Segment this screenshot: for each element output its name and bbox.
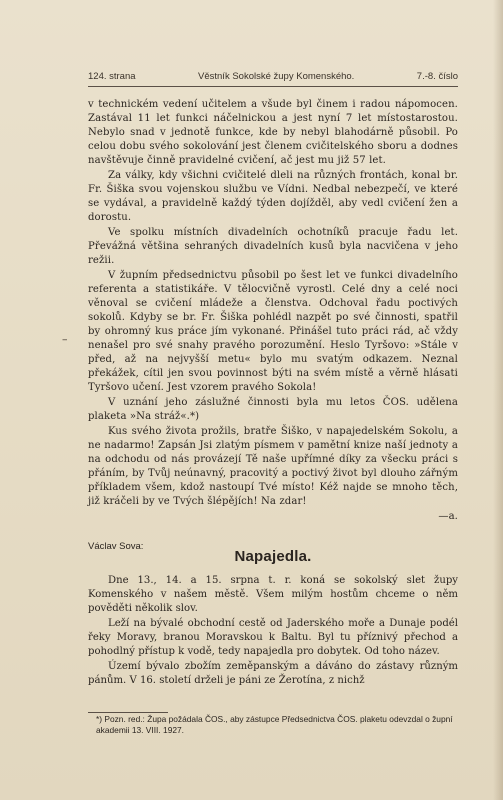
issue-number: 7.-8. číslo — [416, 71, 458, 82]
page-number: 124. strana — [88, 71, 136, 82]
paragraph: Za války, kdy všichni cvičitelé dleli na různých frontách, konal br. Fr. Šiška svou vojenskou službu ve Vídni. Nedbal nebezpečí, ve které se vydával, a pravidelně každý týden dojížděl, aby vedl cvičení žen a dorostu. — [88, 170, 458, 223]
paragraph: Území bývalo zbožím zeměpanským a dáváno do zástavy různým pánům. V 16. století drželi je páni ze Žerotína, z nichž — [88, 661, 458, 687]
paragraph: Leží na bývalé obchodní cestě od Jaderského moře a Dunaje podél řeky Moravy, branou Moravskou k Baltu. Byl tu příznivý přechod a pohodlný přístup k vodě, tedy napajedla pro dobytek. Od toho název. — [88, 618, 458, 658]
article-body — [88, 98, 458, 526]
page-edge-shadow — [493, 0, 503, 800]
header-rule — [88, 86, 458, 87]
paragraph: Dne 13., 14. a 15. srpna t. r. koná se sokolský slet župy Komenského v našem městě. Všem milým hostům chceme o něm pověděti několik slov. — [88, 575, 458, 614]
paragraph: Kus svého života prožils, bratře Šiško, v napajedelském Sokolu, a ne nadarmo! Zapsán Jsi zlatým písmem v pamětní knize naší jednoty a na odchodu od nás provázejí Tě naše upřímné díky za všecku práci s přáním, by Tvůj neúnavný, pracovitý a poctivý život byl dlouho zářným příkladem všem, kdož nastoupí Tvé místo! Kéž najde se mnoho těch, již kráčeli by ve Tvých šlépějích! Na zdar! — [88, 426, 458, 507]
footnote: *) Pozn. red.: Župa požádala ČOS., aby zástupce Předsednictva ČOS. plaketu odevzdal o župní akademii 13. VIII. 1927. — [96, 714, 453, 735]
article-author: Václav Sova: — [88, 541, 144, 552]
running-header — [88, 71, 458, 82]
signature: —a. — [438, 511, 458, 523]
footnote-rule — [88, 712, 168, 713]
journal-title: Věstník Sokolské župy Komenského. — [198, 71, 355, 82]
article-title: Napajedla. — [234, 548, 312, 565]
paragraph: v technickém vedení učitelem a všude byl činem i radou nápomocen. Zastával 11 let funkci náčelnickou a jest nyní 7 let místostarostou. Nebylo snad v jednotě funkce, kde by nebyl blahodárně působil. Po celou dobu svého sokolování jest členem cvičitelského sboru a dodnes navštěvuje činně pravidelné cvičení, ač jest mu již 57 let. — [88, 99, 458, 166]
paragraph: Ve spolku místních divadelních ochotníků pracuje řadu let. Převážná většina sehraných divadelních kusů byla nacvičena v jeho režii. — [88, 227, 458, 266]
article-body-2 — [88, 574, 458, 690]
paragraph: V uznání jeho záslužné činnosti byla mu letos ČOS. udělena plaketa »Na stráž«.*) — [88, 397, 458, 422]
margin-mark: – — [62, 333, 68, 346]
paragraph: V župním předsednictvu působil po šest let ve funkci divadelního referenta a statistikáře. V tělocvičně vyrostl. Celé dny a celé noci věnoval se cvičení mládeže a členstva. Odchoval řadu poctivých sokolů. Kdyby se br. Fr. Šiška pohlédl nazpět po své činnosti, spatřil by ohromný kus práce jím vykonané. Přinášel tuto práci rád, ač vždy nenašel pro své snahy pravého porozumění. Heslo Tyršovo: »Stále v před, až na nejvyšší metu« bylo mu svatým odkazem. Neznal překážek, cítil jen svou povinnost býti na svém místě a věrně hlásati Tyršovo učení. Jest vzorem pravého Sokola! — [88, 270, 458, 393]
